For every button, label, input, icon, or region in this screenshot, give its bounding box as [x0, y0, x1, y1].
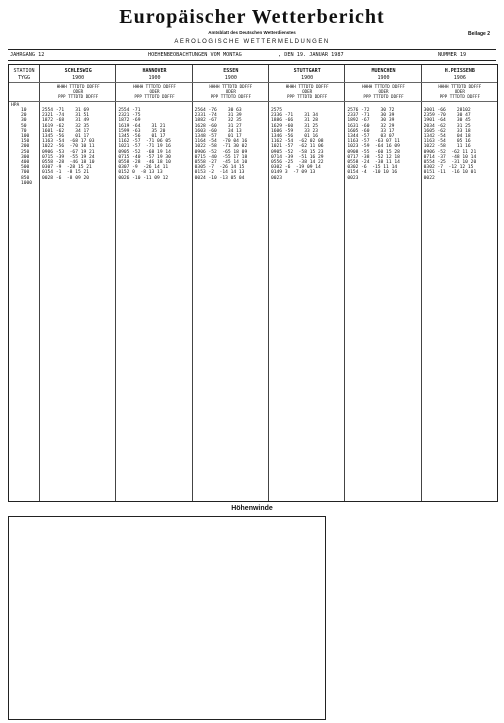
observation-cell: 2576 -72 30 72	[347, 108, 395, 113]
pressure-level: 70	[21, 128, 27, 134]
station-name: H.PEISSENB	[444, 68, 475, 74]
station-column	[39, 65, 116, 501]
info-bar	[8, 49, 496, 61]
station-time: 1900	[377, 75, 390, 81]
observation-cell: 0554 -25 -31 10 20	[423, 160, 477, 165]
station-columns-header: HHHH TTTDTD DDFFF	[56, 84, 100, 89]
observation-cell: 3001 -66 28102	[423, 108, 471, 113]
observation-cell: 2337 -71 30 39	[347, 113, 395, 119]
station-column	[115, 65, 192, 501]
observation-cell: 0714 -37 -48 10 14	[423, 154, 477, 160]
observation-cell: 1901 -64 30 45	[423, 118, 471, 124]
observation-cell: 0715 -40 -55 17 18	[194, 154, 248, 160]
observation-cell: 1606 -59 33 23	[271, 128, 319, 134]
observation-cell: 2564 -76 30 63	[194, 108, 242, 113]
station-columns-header: HHHH TTTDTD DDFFF	[209, 84, 253, 89]
observation-cell: 0905 -52 -68 19 14	[118, 149, 171, 155]
jahrgang: JAHRGANG 12	[10, 52, 45, 58]
observation-cell: 1619 -64 31 21	[118, 123, 166, 129]
observation-cell: 0302 -7 -12 12 15	[423, 165, 474, 171]
station-column	[421, 65, 498, 501]
observation-cell: 0154 -1 -8 15 21	[42, 170, 90, 176]
observation-cell: 1345 -56 01 17	[42, 134, 90, 139]
observation-cell: 0152 0 -8 13 13	[118, 170, 163, 176]
observation-cell: 1022 -58 11 16	[423, 144, 471, 150]
station-name: STUTTGART	[293, 68, 321, 74]
observation-cell: 0302 -6 -19 09 14	[271, 165, 321, 171]
pressure-level: 10	[21, 108, 27, 113]
pressure-level: 20	[21, 113, 27, 119]
observation-cell: 2034 -62 31 25	[423, 123, 471, 129]
observation-cell: 1348 -57 01 17	[194, 134, 242, 139]
station-time: 1900	[224, 75, 237, 81]
observation-cell: 0558 -28 -46 18 10	[42, 160, 95, 165]
station-columns-header: HHHH TTTDTD DDFFF	[362, 84, 405, 89]
observation-table	[8, 64, 498, 502]
observation-cell: 0028 -6 -8 09 20	[42, 175, 90, 181]
observation-cell: 0023	[271, 175, 283, 181]
station-name: ESSEN	[223, 68, 239, 74]
observation-cell: 0714 -39 -51 16 29	[271, 154, 324, 160]
observation-cell: 2321 -75	[118, 113, 141, 119]
observation-cell: 1605 -60 33 17	[347, 128, 395, 134]
observation-cell: 1346 -56 01 16	[271, 134, 319, 139]
observation-cell: 1022 -56 -70 10 11	[42, 144, 95, 150]
station-columns-header-2: PPP TTTDTD DDFFF	[286, 94, 328, 99]
observation-cell: 2336 -71 31 34	[271, 113, 319, 119]
observation-cell: 0556 -25 -38 14 22	[271, 160, 324, 165]
station-oder: ODER	[149, 89, 160, 94]
hpa-label: HPA	[11, 103, 20, 108]
wind-table	[8, 516, 326, 720]
pressure-level: 300	[21, 154, 30, 160]
station-oder: ODER	[225, 89, 236, 94]
station-oder: ODER	[378, 89, 389, 94]
station-columns-header: HHHH TTTDTD DDFFF	[133, 84, 176, 89]
pressure-level: 500	[21, 165, 30, 171]
observation-cell: 1163 -57 -63 07 11	[347, 139, 400, 145]
observation-cell: 0024 -10 -13 05 04	[194, 175, 245, 181]
station-time: 1900	[72, 75, 85, 81]
observation-cell: 2359 -70 30 47	[423, 113, 471, 119]
station-oder: ODER	[73, 89, 84, 94]
date-label: , DEN 19. JANUAR 1987	[278, 52, 344, 58]
observation-cell: 1345 -56 01 17	[118, 134, 166, 139]
observation-cell: 1163 -54 05 16	[423, 139, 471, 145]
station-column	[268, 65, 345, 501]
pressure-level: 50	[21, 123, 27, 129]
observation-cell: 1882 -67 32 35	[194, 118, 242, 124]
pressure-level: 700	[21, 170, 30, 176]
pressure-level: 1000	[21, 180, 33, 186]
station-name: SCHLESWIG	[64, 68, 92, 74]
label-header-tygg: TYGG	[17, 75, 31, 81]
observation-cell: 0302 -6 -15 11 14	[347, 165, 398, 171]
observation-cell: 0307 -9 -26 14 11	[118, 165, 169, 171]
divider	[9, 101, 497, 102]
observation-cell: 1163 -54 -68 17 03	[42, 139, 95, 145]
station-oder: ODER	[302, 89, 313, 94]
observation-cell: 1603 -60 34 13	[194, 128, 242, 134]
pressure-level: 850	[21, 175, 30, 181]
observation-cell: 1631 -60 32 29	[347, 123, 395, 129]
station-columns-header-2: PPP TTTDTD DDFFF	[210, 94, 251, 99]
station-columns-header-2: PPP TTTDTD DDFFF	[57, 94, 99, 99]
observation-cell: 0022	[423, 175, 435, 181]
observation-cell: 1344 -57 03 07	[347, 134, 395, 139]
pressure-level: 150	[21, 139, 30, 145]
station-columns-header-2: PPP TTTDTD DDFFF	[363, 94, 404, 99]
observation-cell: 0153 -2 -14 14 13	[194, 170, 245, 176]
pressure-level: 100	[21, 134, 30, 139]
observation-cell: 1162 -57 -71 06 05	[118, 139, 171, 145]
station-columns-header: HHHH TTTDTD DDFFF	[438, 84, 482, 89]
divider	[9, 82, 497, 83]
observation-cell: 1629 -60 31 25	[271, 123, 319, 129]
beilage-label: Beilage 2	[468, 31, 490, 37]
observation-cell: 0149 3 -7 09 13	[271, 170, 316, 176]
section-title: AEROLOGISCHE WETTERMELDUNGEN	[174, 39, 330, 45]
observation-cell: 1023 -59 -64 16 09	[347, 144, 400, 150]
station-name: MUENCHEN	[371, 68, 396, 74]
observation-cell: 0154 -4 -10 10 16	[347, 170, 398, 176]
station-columns-header: HHHH TTTDTD DDFFF	[285, 84, 329, 89]
observation-cell: 0026 -10 -11 09 12	[118, 175, 169, 181]
station-name: HANNOVER	[142, 68, 167, 74]
observation-cell: 0715 -40 -57 19 30	[118, 154, 171, 160]
pressure-level: 30	[21, 118, 27, 124]
observation-label: HOEHENBEOBACHTUNGEN VOM MONTAG	[148, 52, 242, 58]
issue-number: NUMMER 19	[438, 52, 467, 58]
observation-cell: 2575	[271, 108, 283, 113]
label-header-station: STATION	[13, 68, 35, 74]
station-time: 1906	[453, 75, 466, 81]
observation-cell: 0906 -52 -62 11 21	[423, 149, 477, 155]
observation-cell: 0558 -24 -38 11 14	[347, 160, 400, 165]
pressure-level: 250	[21, 149, 30, 155]
observation-cell: 1162 -54 -62 02 08	[271, 139, 324, 145]
observation-cell: 0307 -9 -28 15 21	[42, 165, 92, 171]
observation-cell: 1021 -57 -71 19 16	[118, 144, 171, 150]
observation-cell: 1342 -54 04 18	[423, 134, 471, 139]
observation-cell: 2554 -71	[118, 108, 141, 113]
observation-cell: 1886 -66 31 28	[271, 118, 319, 124]
station-column	[192, 65, 269, 501]
observation-cell: 1605 -62 33 18	[423, 128, 471, 134]
observation-cell: 0558 -27 -45 14 10	[194, 160, 248, 165]
station-column	[344, 65, 421, 501]
station-oder: ODER	[454, 89, 465, 94]
observation-cell: 2321 -74 31 51	[42, 113, 90, 119]
observation-cell: 1892 -67 30 39	[347, 118, 395, 124]
label-column	[9, 65, 39, 501]
observation-cell: 0558 -28 -46 18 10	[118, 160, 171, 165]
observation-cell: 0908 -55 -60 15 28	[347, 149, 400, 155]
observation-cell: 0906 -53 -67 19 21	[42, 149, 95, 155]
observation-cell: 1021 -57 -62 11 06	[271, 144, 324, 150]
observation-cell: 2331 -74 31 39	[194, 113, 242, 119]
observation-cell: 1599 -63 35 20	[118, 128, 166, 134]
observation-cell: 1872 -68 31 49	[42, 118, 90, 124]
observation-cell: 0715 -39 -55 19 24	[42, 154, 95, 160]
observation-cell: 0906 -52 -65 18 09	[194, 149, 248, 155]
station-time: 1900	[148, 75, 161, 81]
observation-cell: 1872 -69	[118, 118, 141, 124]
station-columns-header-2: PPP TTTDTD DDFFF	[439, 94, 480, 99]
observation-cell: 1022 -58 -71 30 02	[194, 144, 248, 150]
pressure-level: 400	[21, 160, 30, 165]
observation-cell: 1601 -62 34 17	[42, 128, 90, 134]
observation-cell: 2554 -71 31 69	[42, 108, 90, 113]
station-time: 1900	[301, 75, 314, 81]
observation-cell: 1619 -62 32 35	[42, 123, 90, 129]
observation-cell: 0305 -7 -26 14 15	[194, 165, 245, 171]
observation-cell: 1164 -54 -70 04 16	[194, 139, 248, 145]
page-title: Europäischer Wetterbericht	[119, 6, 385, 28]
wind-table-title: Höhenwinde	[231, 505, 273, 512]
page-subtitle: Amtsblatt des Deutschen Wetterdienstes	[208, 30, 296, 35]
observation-cell: 0717 -38 -52 12 18	[347, 154, 400, 160]
pressure-level: 200	[21, 144, 30, 150]
observation-cell: 0905 -52 -58 15 23	[271, 149, 324, 155]
observation-cell: 0023	[347, 175, 359, 181]
station-columns-header-2: PPP TTTDTD DDFFF	[134, 94, 175, 99]
observation-cell: 0151 -11 -16 10 01	[423, 170, 477, 176]
observation-cell: 1628 -60 31 27	[194, 123, 242, 129]
